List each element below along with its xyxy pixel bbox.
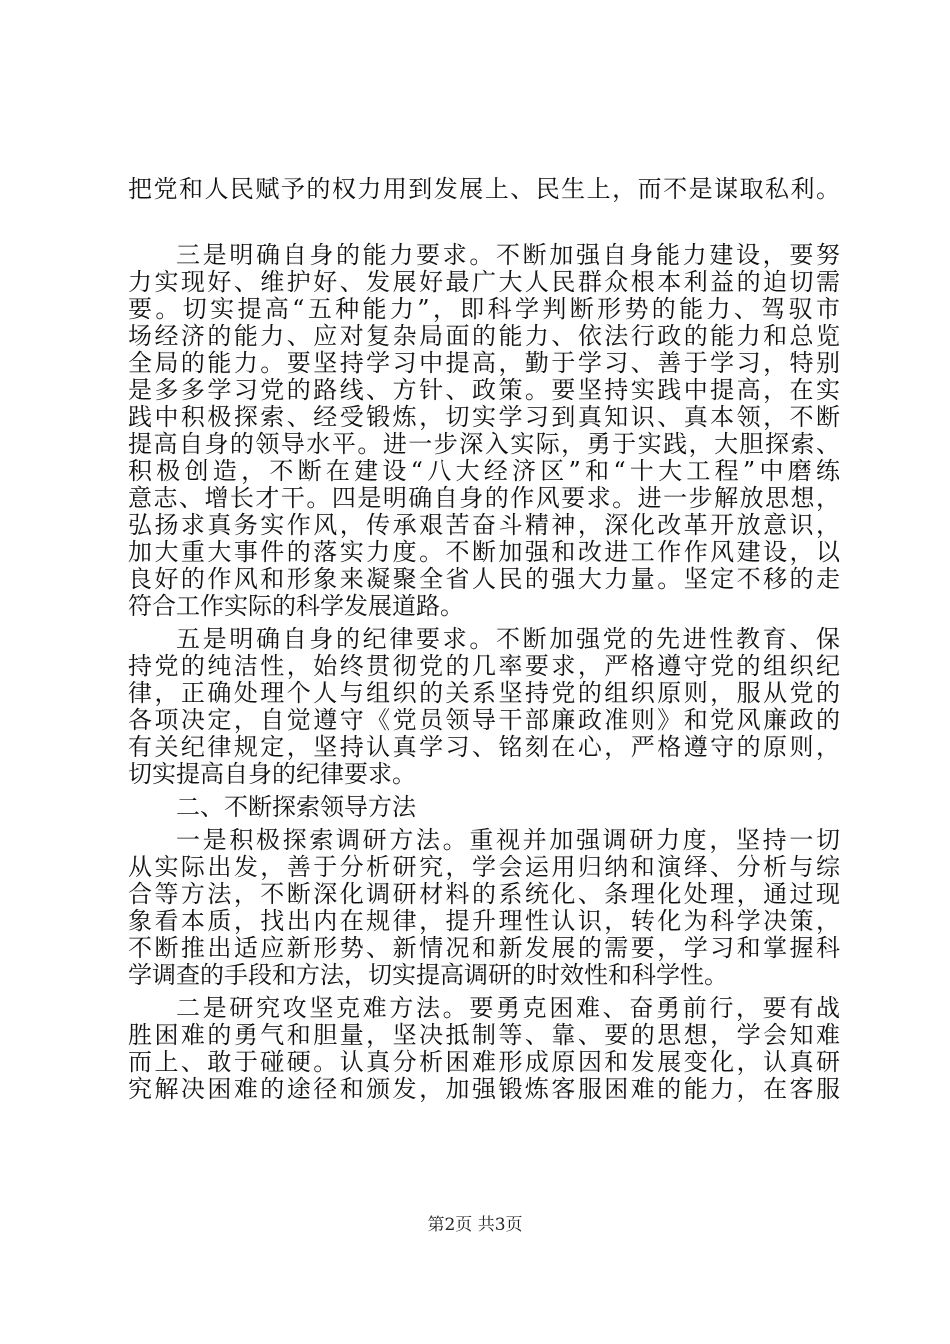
text-line: 加大重大事件的落实力度。不断加强和改进工作作风建设，以 — [128, 539, 840, 566]
text-line: 是多多学习党的路线、方针、政策。要坚持实践中提高，在实 — [128, 377, 840, 404]
text-line: 力实现好、维护好、发展好最广大人民群众根本利益的迫切需 — [128, 269, 840, 296]
text-line: 律，正确处理个人与组织的关系坚持党的组织原则，服从党的 — [128, 680, 840, 707]
page-footer: 第2页 共3页 — [427, 1215, 523, 1235]
text-line: 三是明确自身的能力要求。不断加强自身能力建设，要努 — [176, 242, 840, 269]
text-line: 提高自身的领导水平。进一步深入实际，勇于实践，大胆探索、 — [128, 431, 840, 458]
text-line: 象看本质，找出内在规律，提升理性认识，转化为科学决策， — [128, 908, 840, 935]
text-line: 而上、敢于碰硬。认真分析困难形成原因和发展变化，认真研 — [128, 1049, 840, 1076]
section-heading: 二、不断探索领导方法 — [176, 794, 416, 821]
text-line: 持党的纯洁性，始终贯彻党的几率要求，严格遵守党的组织纪 — [128, 653, 840, 680]
text-line: 符合工作实际的科学发展道路。 — [128, 593, 464, 620]
document-body — [128, 176, 840, 1103]
text-line: 弘扬求真务实作风，传承艰苦奋斗精神，深化改革开放意识， — [128, 512, 840, 539]
text-line: 要。切实提高“五种能力”，即科学判断形势的能力、驾驭市 — [128, 296, 840, 323]
text-line: 场经济的能力、应对复杂局面的能力、依法行政的能力和总览 — [128, 323, 840, 350]
text-line: 究解决困难的途径和颁发，加强锻炼客服困难的能力，在客服 — [128, 1076, 840, 1103]
text-line: 切实提高自身的纪律要求。 — [128, 761, 416, 788]
text-line: 良好的作风和形象来凝聚全省人民的强大力量。坚定不移的走 — [128, 566, 840, 593]
text-line: 二是研究攻坚克难方法。要勇克困难、奋勇前行，要有战 — [176, 995, 840, 1022]
text-line: 合等方法，不断深化调研材料的系统化、条理化处理，通过现 — [128, 881, 840, 908]
text-line: 不断推出适应新形势、新情况和新发展的需要，学习和掌握科 — [128, 935, 840, 962]
text-line: 全局的能力。要坚持学习中提高，勤于学习、善于学习，特别 — [128, 350, 840, 377]
text-line: 五是明确自身的纪律要求。不断加强党的先进性教育、保 — [176, 626, 840, 653]
text-line: 从实际出发，善于分析研究，学会运用归纳和演绎、分析与综 — [128, 854, 840, 881]
text-line: 一是积极探索调研方法。重视并加强调研力度，坚持一切 — [176, 827, 840, 854]
text-line: 把党和人民赋予的权力用到发展上、民生上，而不是谋取私利。 — [128, 176, 840, 203]
text-line: 学调查的手段和方法，切实提高调研的时效性和科学性。 — [128, 962, 728, 989]
text-line: 胜困难的勇气和胆量，坚决抵制等、靠、要的思想，学会知难 — [128, 1022, 840, 1049]
text-line: 各项决定，自觉遵守《党员领导干部廉政准则》和党风廉政的 — [128, 707, 840, 734]
text-line: 践中积极探索、经受锻炼，切实学习到真知识、真本领，不断 — [128, 404, 840, 431]
text-line: 意志、增长才干。四是明确自身的作风要求。进一步解放思想， — [128, 485, 840, 512]
text-line: 有关纪律规定，坚持认真学习、铭刻在心，严格遵守的原则， — [128, 734, 840, 761]
text-line: 积极创造，不断在建设“八大经济区”和“十大工程”中磨练 — [128, 458, 840, 485]
